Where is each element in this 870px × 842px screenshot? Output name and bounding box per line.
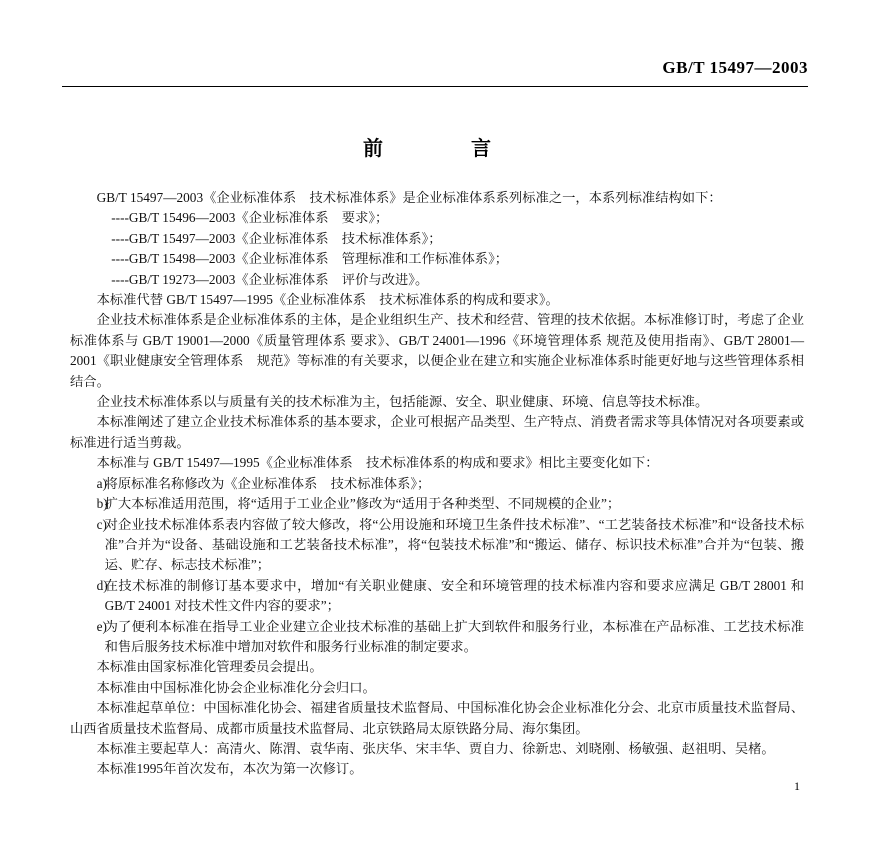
paragraph-dash: ----GB/T 15498—2003《企业标准体系 管理标准和工作标准体系》； bbox=[111, 251, 509, 267]
paragraph-dash: ----GB/T 15496—2003《企业标准体系 要求》； bbox=[111, 210, 389, 226]
list-item-marker: a) bbox=[96, 475, 107, 491]
paragraph: 本标准代替 GB/T 15497—1995《企业标准体系 技术标准体系的构成和要求》。 bbox=[96, 292, 559, 308]
list-item bbox=[70, 494, 804, 514]
list-item-marker: c) bbox=[96, 516, 107, 532]
list-item-marker: e) bbox=[96, 618, 107, 634]
list-item-text: 为了便利本标准在指导工业企业建立企业技术标准的基础上扩大到软件和服务行业，本标准在产品标准、工艺技术标准和售后服务技术标准中增加对软件和服务行业标准的制定要求。 bbox=[104, 618, 804, 654]
list-item-marker: b) bbox=[96, 496, 108, 512]
header-rule bbox=[62, 86, 808, 87]
list-item bbox=[70, 515, 804, 576]
list-item bbox=[70, 576, 804, 617]
page-content bbox=[62, 40, 808, 800]
list-item-marker: d) bbox=[96, 577, 108, 593]
paragraph: 企业技术标准体系是企业标准体系的主体，是企业组织生产、技术和经营、管理的技术依据。本标准修订时，考虑了企业标准体系与 GB/T 19001—2000《质量管理体系 要求》、GB/T 24001—1996《环境管理体系 规范及使用指南》、GB/T 28001—2001《职业健康安全管理体系 规范》等标准的有关要求，以便企业在建立和实施企业标准体系时能更好地与这些管理体系相结合。 bbox=[70, 312, 804, 389]
paragraph: 本标准主要起草人：高清火、陈渭、袁华南、张庆华、宋丰华、贾自力、徐新忠、刘晓刚、杨敏强、赵祖明、吴楮。 bbox=[96, 740, 775, 756]
paragraph: 本标准起草单位：中国标准化协会、福建省质量技术监督局、中国标准化协会企业标准化分会、北京市质量技术监督局、山西省质量技术监督局、成都市质量技术监督局、北京铁路局太原铁路分局、海尔集团。 bbox=[70, 700, 804, 736]
list-item-text: 在技术标准的制修订基本要求中，增加“有关职业健康、安全和环境管理的技术标准内容和要求应满足 GB/T 28001 和 GB/T 24001 对技术性文件内容的要求”； bbox=[104, 577, 804, 614]
paragraph-dash: ----GB/T 15497—2003《企业标准体系 技术标准体系》； bbox=[111, 230, 442, 246]
paragraph: 企业技术标准体系以与质量有关的技术标准为主，包括能源、安全、职业健康、环境、信息等技术标准。 bbox=[96, 394, 709, 410]
list-item bbox=[70, 474, 804, 494]
standard-code: GB/T 15497—2003 bbox=[662, 58, 808, 77]
paragraph: 本标准由国家标准化管理委员会提出。 bbox=[96, 659, 323, 675]
paragraph: 本标准与 GB/T 15497—1995《企业标准体系 技术标准体系的构成和要求》相比主要变化如下： bbox=[96, 455, 659, 471]
list-item-text: 扩大本标准适用范围，将“适用于工业企业”修改为“适用于各种类型、不同规模的企业”； bbox=[104, 496, 621, 512]
list-item-text: 对企业技术标准体系表内容做了较大修改，将“公用设施和环境卫生条件技术标准”、“工艺装备技术标准”和“设备技术标准”合并为“设备、基础设施和工艺装备技术标准”，将“包装技术标准”和“搬运、储存、标识技术标准”合并为“包装、搬运、贮存、标志技术标准”； bbox=[104, 516, 804, 573]
paragraph: GB/T 15497—2003《企业标准体系 技术标准体系》是企业标准体系系列标准之一，本系列标准结构如下： bbox=[96, 190, 722, 205]
page-number: 1 bbox=[794, 779, 800, 793]
foreword-body bbox=[70, 188, 804, 780]
paragraph: 本标准阐述了建立企业技术标准体系的基本要求，企业可根据产品类型、生产特点、消费者需求等具体情况对各项要素或标准进行适当剪裁。 bbox=[70, 414, 804, 450]
list-item-text: 将原标准名称修改为《企业标准体系 技术标准体系》； bbox=[104, 475, 431, 491]
paragraph: 本标准由中国标准化协会企业标准化分会归口。 bbox=[96, 679, 376, 695]
paragraph: 本标准1995年首次发布，本次为第一次修订。 bbox=[96, 761, 363, 777]
page-title: 前 言 bbox=[363, 138, 507, 160]
list-item bbox=[70, 617, 804, 658]
paragraph-dash: ----GB/T 19273—2003《企业标准体系 评价与改进》。 bbox=[111, 271, 429, 287]
